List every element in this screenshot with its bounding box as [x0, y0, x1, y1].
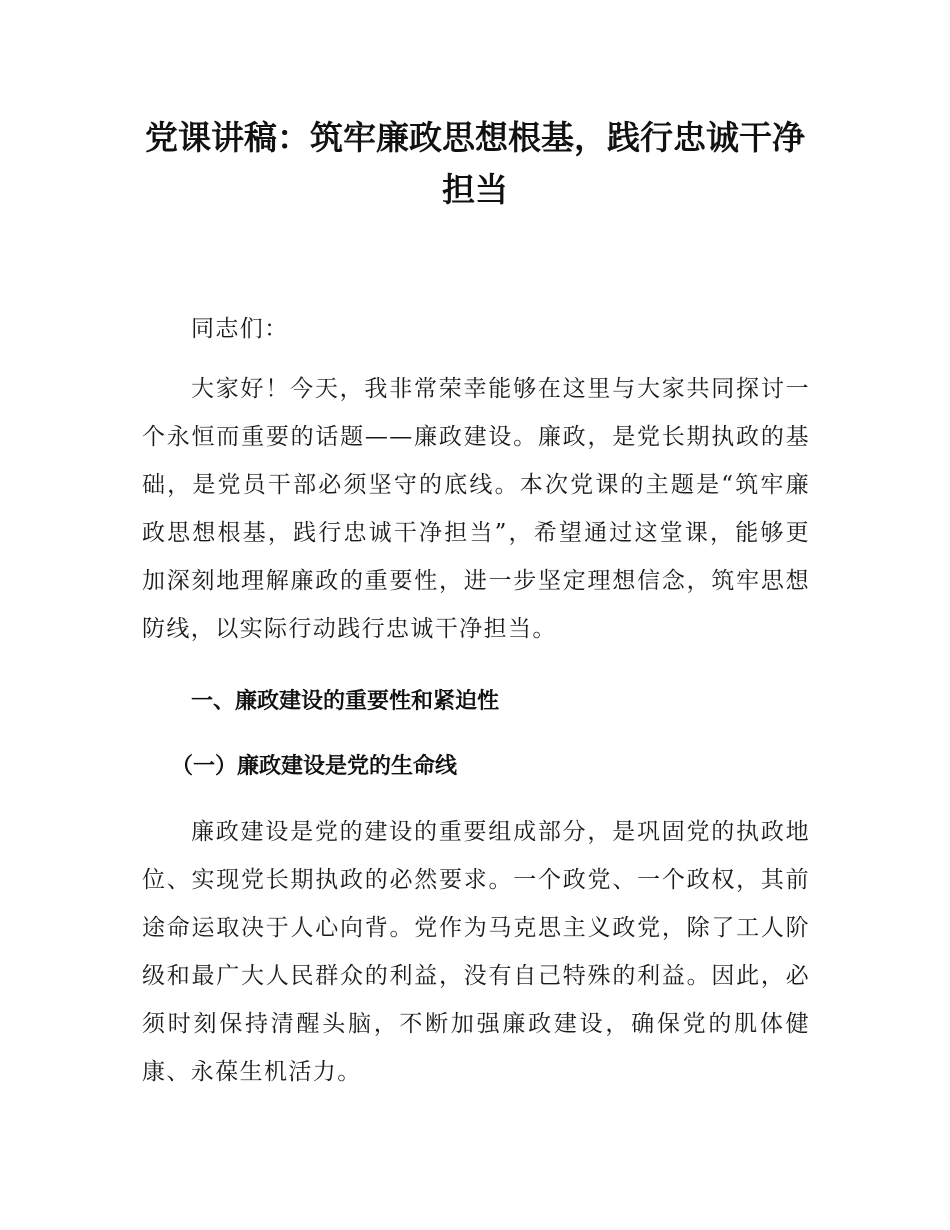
subsection-heading: （一）廉政建设是党的生命线 [171, 754, 458, 779]
subsection-paragraph: 廉政建设是党的建设的重要组成部分，是巩固党的执政地位、实现党长期执政的必然要求。一个政党、一个政权，其前途命运取决于人心向背。党作为马克思主义政党，除了工人阶级和最广大人民群众的利益，没有自己特殊的利益。因此，必须时刻保持清醒头脑，不断加强廉政建设，确保党的肌体健康、永葆生机活力。 [142, 819, 810, 1085]
salutation: 同志们： [191, 316, 289, 342]
section-heading: 一、廉政建设的重要性和紧迫性 [191, 689, 500, 714]
document-title: 党课讲稿：筑牢廉政思想根基，践行忠诚干净担当 [145, 118, 805, 209]
intro-paragraph: 大家好！今天，我非常荣幸能够在这里与大家共同探讨一个永恒而重要的话题——廉政建设。廉政，是党长期执政的基础，是党员干部必须坚守的底线。本次党课的主题是“筑牢廉政思想根基，践行忠诚干净担当”，希望通过这堂课，能够更加深刻地理解廉政的重要性，进一步坚定理想信念，筑牢思想防线，以实际行动践行忠诚干净担当。 [142, 376, 810, 642]
